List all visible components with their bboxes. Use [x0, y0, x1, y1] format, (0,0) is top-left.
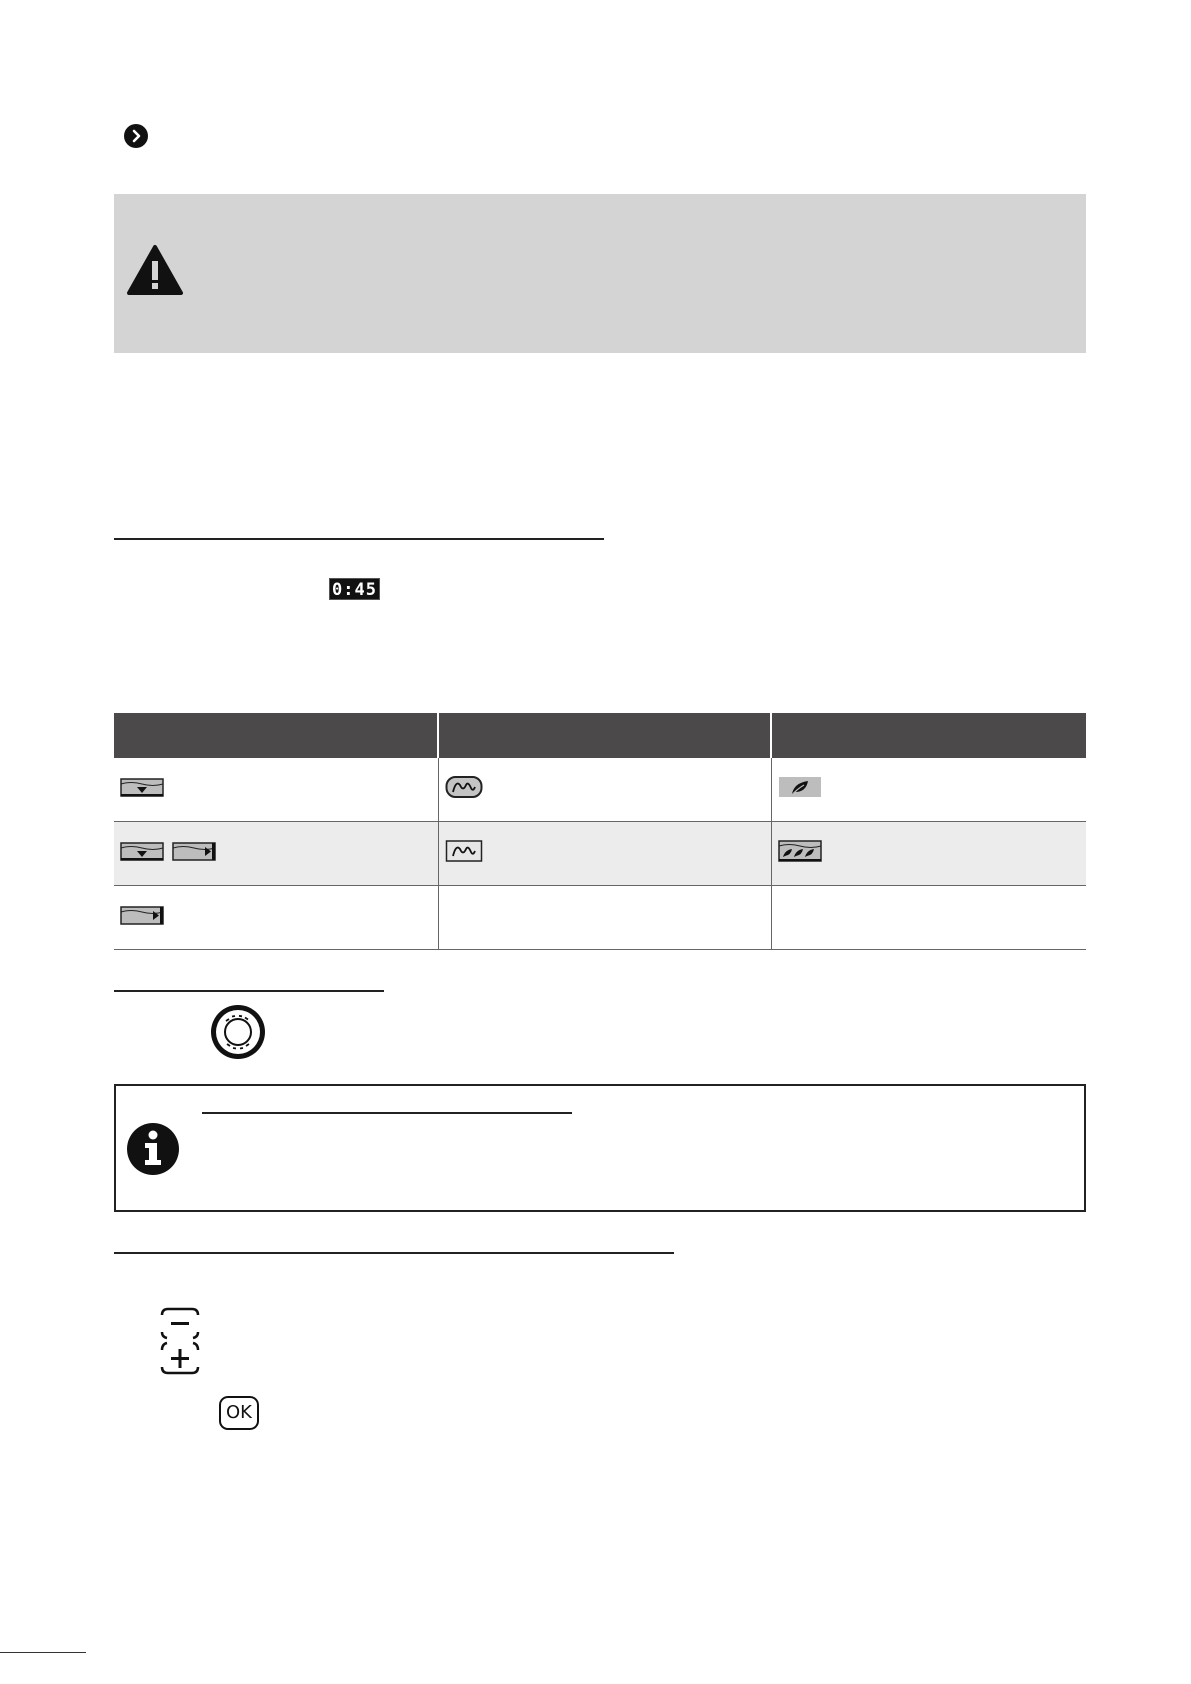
table-cell	[114, 886, 438, 950]
ok-button-icon[interactable]: OK	[219, 1396, 259, 1430]
table-cell	[114, 758, 438, 822]
table-row	[114, 822, 1086, 886]
info-circle-icon	[126, 1122, 180, 1181]
table-header-cell	[114, 713, 438, 758]
table-row	[114, 886, 1086, 950]
table-cell	[438, 886, 771, 950]
rinse-icon	[120, 904, 164, 931]
table-cell	[771, 886, 1086, 950]
normal-soil-icon	[445, 839, 483, 868]
table-cell	[771, 822, 1086, 886]
section-heading-rule	[114, 1252, 674, 1254]
table-header-cell	[438, 713, 771, 758]
extra-rinse-icon	[778, 839, 822, 868]
intensive-icon	[445, 775, 483, 804]
section-heading-rule	[114, 990, 384, 992]
section-heading-rule	[114, 538, 604, 540]
time-display: 0:45	[329, 578, 380, 600]
prewash-icon	[120, 776, 164, 803]
table-cell	[438, 822, 771, 886]
table-cell	[114, 822, 438, 886]
table-row	[114, 758, 1086, 822]
options-table	[114, 713, 1086, 950]
warning-triangle-icon	[126, 244, 184, 301]
info-heading-rule	[202, 1112, 572, 1114]
warning-panel	[114, 194, 1086, 353]
rinse-icon	[172, 840, 216, 867]
page-footer-rule	[0, 1652, 86, 1653]
eco-leaf-icon	[778, 775, 822, 804]
info-panel	[114, 1084, 1086, 1212]
table-cell	[438, 758, 771, 822]
plus-minus-buttons-icon[interactable]	[158, 1306, 202, 1381]
start-stop-button-icon[interactable]	[210, 1004, 266, 1065]
chevron-right-circle-icon	[124, 124, 148, 148]
table-cell	[771, 758, 1086, 822]
prewash-icon	[120, 840, 164, 867]
table-header-cell	[771, 713, 1086, 758]
table-header-row	[114, 713, 1086, 758]
